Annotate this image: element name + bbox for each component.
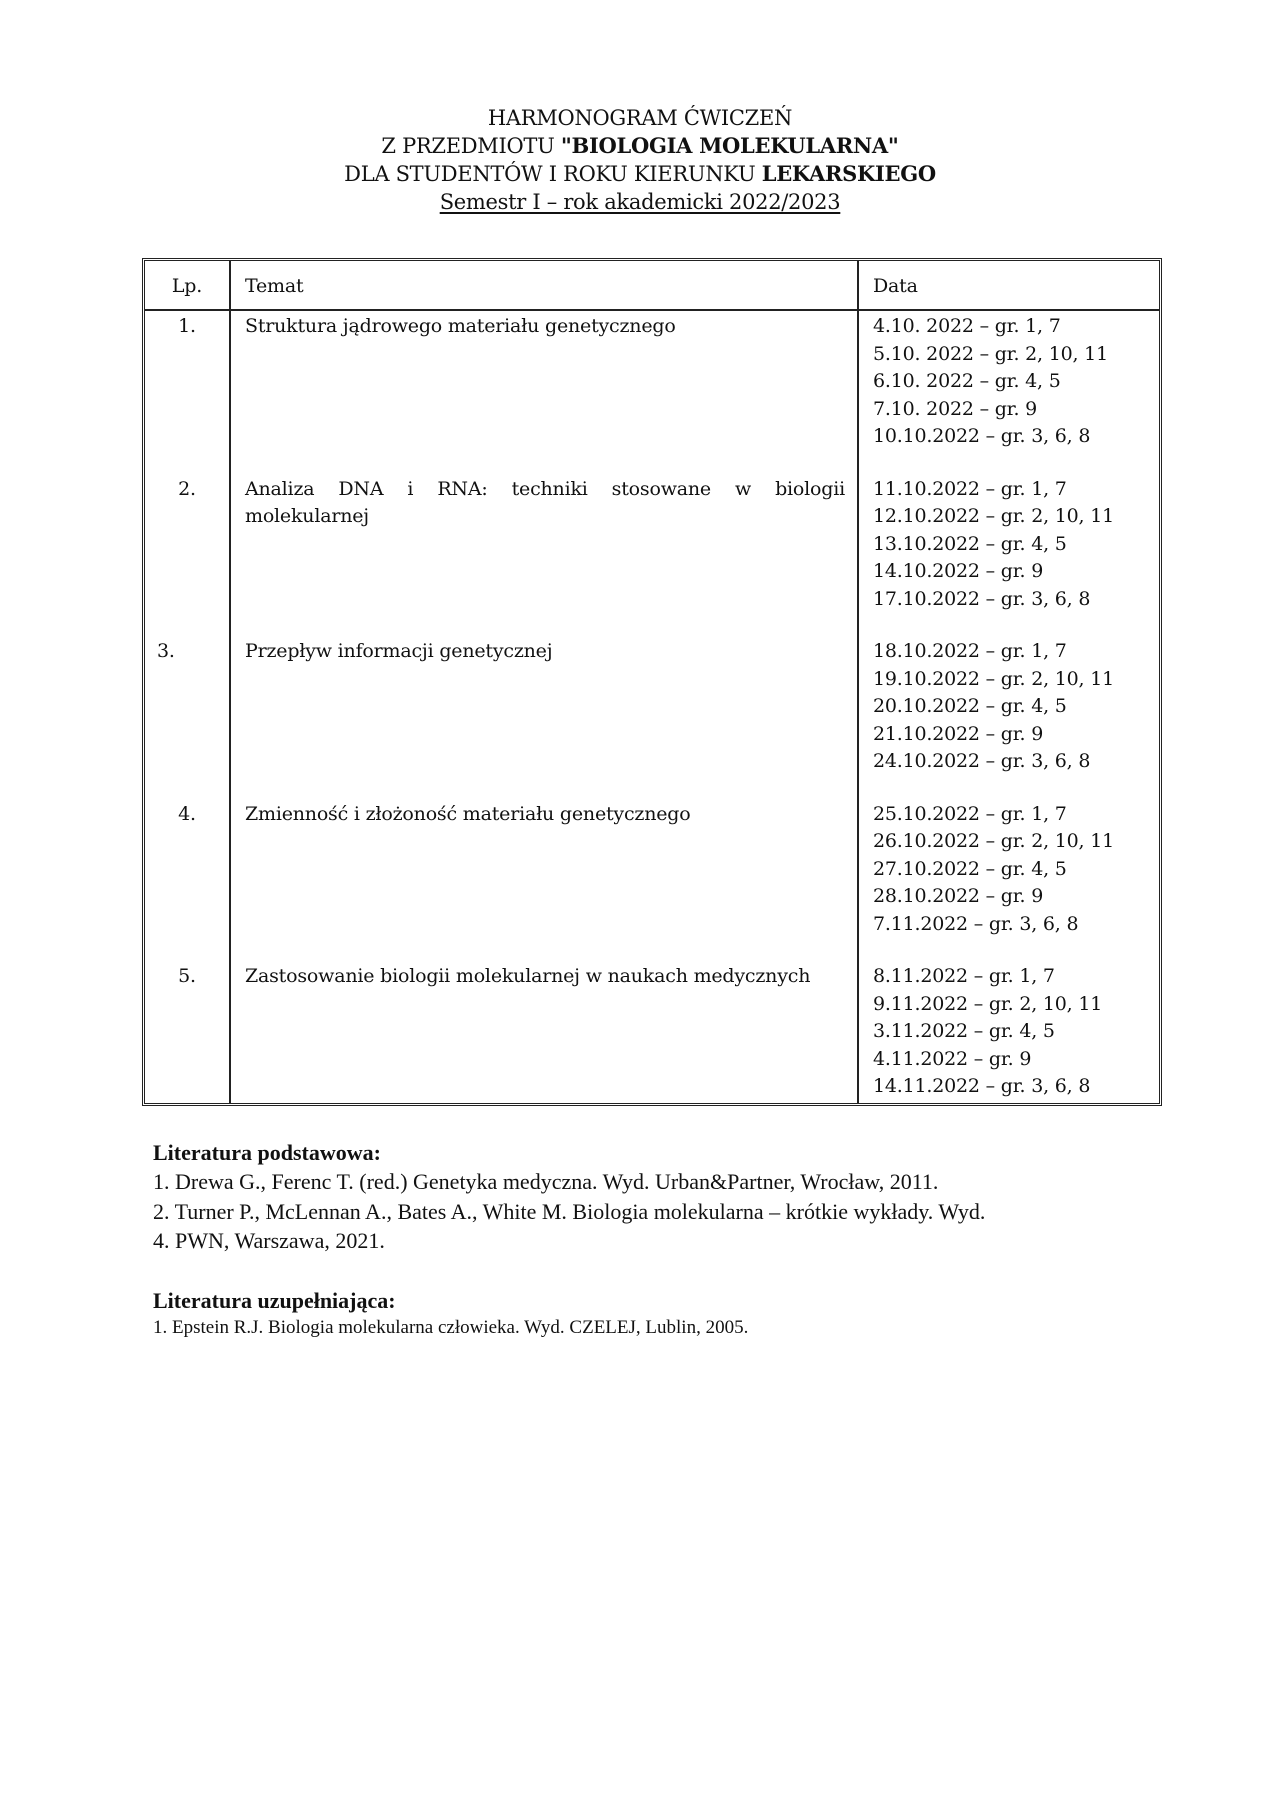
header-data: Data xyxy=(859,261,1159,311)
row-topic: Struktura jądrowego materiału genetycznego xyxy=(231,311,859,474)
header-audience-field: LEKARSKIEGO xyxy=(761,161,936,186)
date-entry: 5.10. 2022 – gr. 2, 10, 11 xyxy=(873,342,1108,365)
header-subject-prefix: Z PRZEDMIOTU xyxy=(381,134,561,158)
table-row xyxy=(145,474,1159,637)
row-dates xyxy=(859,474,1159,637)
header-temat: Temat xyxy=(231,261,859,311)
row-number: 2. xyxy=(145,474,231,637)
row-dates xyxy=(859,636,1159,799)
table-row xyxy=(145,636,1159,799)
date-entry: 12.10.2022 – gr. 2, 10, 11 xyxy=(873,505,1115,527)
date-entry: 9.11.2022 – gr. 2, 10, 11 xyxy=(873,992,1103,1015)
table-header-row xyxy=(145,261,1159,311)
date-entry: 4.11.2022 – gr. 9 xyxy=(873,1047,1032,1070)
literature-item: 1. Drewa G., Ferenc T. (red.) Genetyka medyczna. Wyd. Urban&Partner, Wrocław, 2011. xyxy=(153,1169,939,1194)
header-subject-name: "BIOLOGIA MOLEKULARNA" xyxy=(560,133,899,158)
header-audience-prefix: DLA STUDENTÓW I ROKU KIERUNKU xyxy=(344,162,762,186)
date-entry: 27.10.2022 – gr. 4, 5 xyxy=(873,857,1067,880)
date-entry: 13.10.2022 – gr. 4, 5 xyxy=(873,532,1067,555)
row-number: 1. xyxy=(145,311,231,474)
date-entry: 14.11.2022 – gr. 3, 6, 8 xyxy=(873,1075,1091,1097)
date-entry: 14.10.2022 – gr. 9 xyxy=(873,560,1044,582)
date-entry: 17.10.2022 – gr. 3, 6, 8 xyxy=(873,587,1091,610)
date-entry: 8.11.2022 – gr. 1, 7 xyxy=(873,965,1055,987)
date-entry: 6.10. 2022 – gr. 4, 5 xyxy=(873,370,1061,392)
row-topic: Zmienność i złożoność materiału genetycznego xyxy=(231,799,859,962)
date-entry: 21.10.2022 – gr. 9 xyxy=(873,722,1044,745)
date-entry: 7.10. 2022 – gr. 9 xyxy=(873,397,1038,420)
row-number: 3. xyxy=(145,636,231,799)
row-topic: Analiza DNA i RNA: techniki stosowane w biologii molekularnej xyxy=(231,474,859,637)
header-lp: Lp. xyxy=(145,261,231,311)
header-subject-line xyxy=(0,132,1280,160)
row-dates xyxy=(859,961,1159,1103)
schedule-table xyxy=(142,258,1162,1106)
date-entry: 4.10. 2022 – gr. 1, 7 xyxy=(873,315,1061,337)
date-entry: 26.10.2022 – gr. 2, 10, 11 xyxy=(873,830,1115,852)
date-entry: 11.10.2022 – gr. 1, 7 xyxy=(873,477,1067,500)
row-number: 4. xyxy=(145,799,231,962)
date-entry: 18.10.2022 – gr. 1, 7 xyxy=(873,640,1067,662)
row-number: 5. xyxy=(145,961,231,1103)
literature-basic-title: Literatura podstawowa: xyxy=(153,1140,381,1165)
table-row xyxy=(145,311,1159,474)
literature-basic-section xyxy=(153,1138,1163,1256)
header-semester: Semestr I – rok akademicki 2022/2023 xyxy=(439,190,841,214)
date-entry: 10.10.2022 – gr. 3, 6, 8 xyxy=(873,425,1091,447)
date-entry: 7.11.2022 – gr. 3, 6, 8 xyxy=(873,912,1079,935)
header-audience-line xyxy=(0,160,1280,188)
row-dates xyxy=(859,311,1159,474)
table-row xyxy=(145,799,1159,962)
literature-item: 1. Epstein R.J. Biologia molekularna człowieka. Wyd. CZELEJ, Lublin, 2005. xyxy=(153,1317,749,1338)
row-topic: Zastosowanie biologii molekularnej w naukach medycznych xyxy=(231,961,859,1103)
date-entry: 25.10.2022 – gr. 1, 7 xyxy=(873,802,1067,825)
literature-item: 2. Turner P., McLennan A., Bates A., White M. Biologia molekularna – krótkie wykłady. Wyd. xyxy=(153,1198,986,1224)
literature-extra-section xyxy=(153,1286,1163,1341)
literature-extra-title: Literatura uzupełniająca: xyxy=(153,1288,396,1313)
date-entry: 24.10.2022 – gr. 3, 6, 8 xyxy=(873,750,1091,772)
date-entry: 19.10.2022 – gr. 2, 10, 11 xyxy=(873,667,1115,690)
date-entry: 3.11.2022 – gr. 4, 5 xyxy=(873,1020,1055,1042)
document-header xyxy=(0,104,1280,216)
row-dates xyxy=(859,799,1159,962)
header-title: HARMONOGRAM ĆWICZEŃ xyxy=(487,106,793,130)
date-entry: 20.10.2022 – gr. 4, 5 xyxy=(873,695,1067,717)
row-topic: Przepływ informacji genetycznej xyxy=(231,636,859,799)
date-entry: 28.10.2022 – gr. 9 xyxy=(873,885,1044,907)
table-row xyxy=(145,961,1159,1103)
literature-item: 4. PWN, Warszawa, 2021. xyxy=(153,1228,385,1253)
